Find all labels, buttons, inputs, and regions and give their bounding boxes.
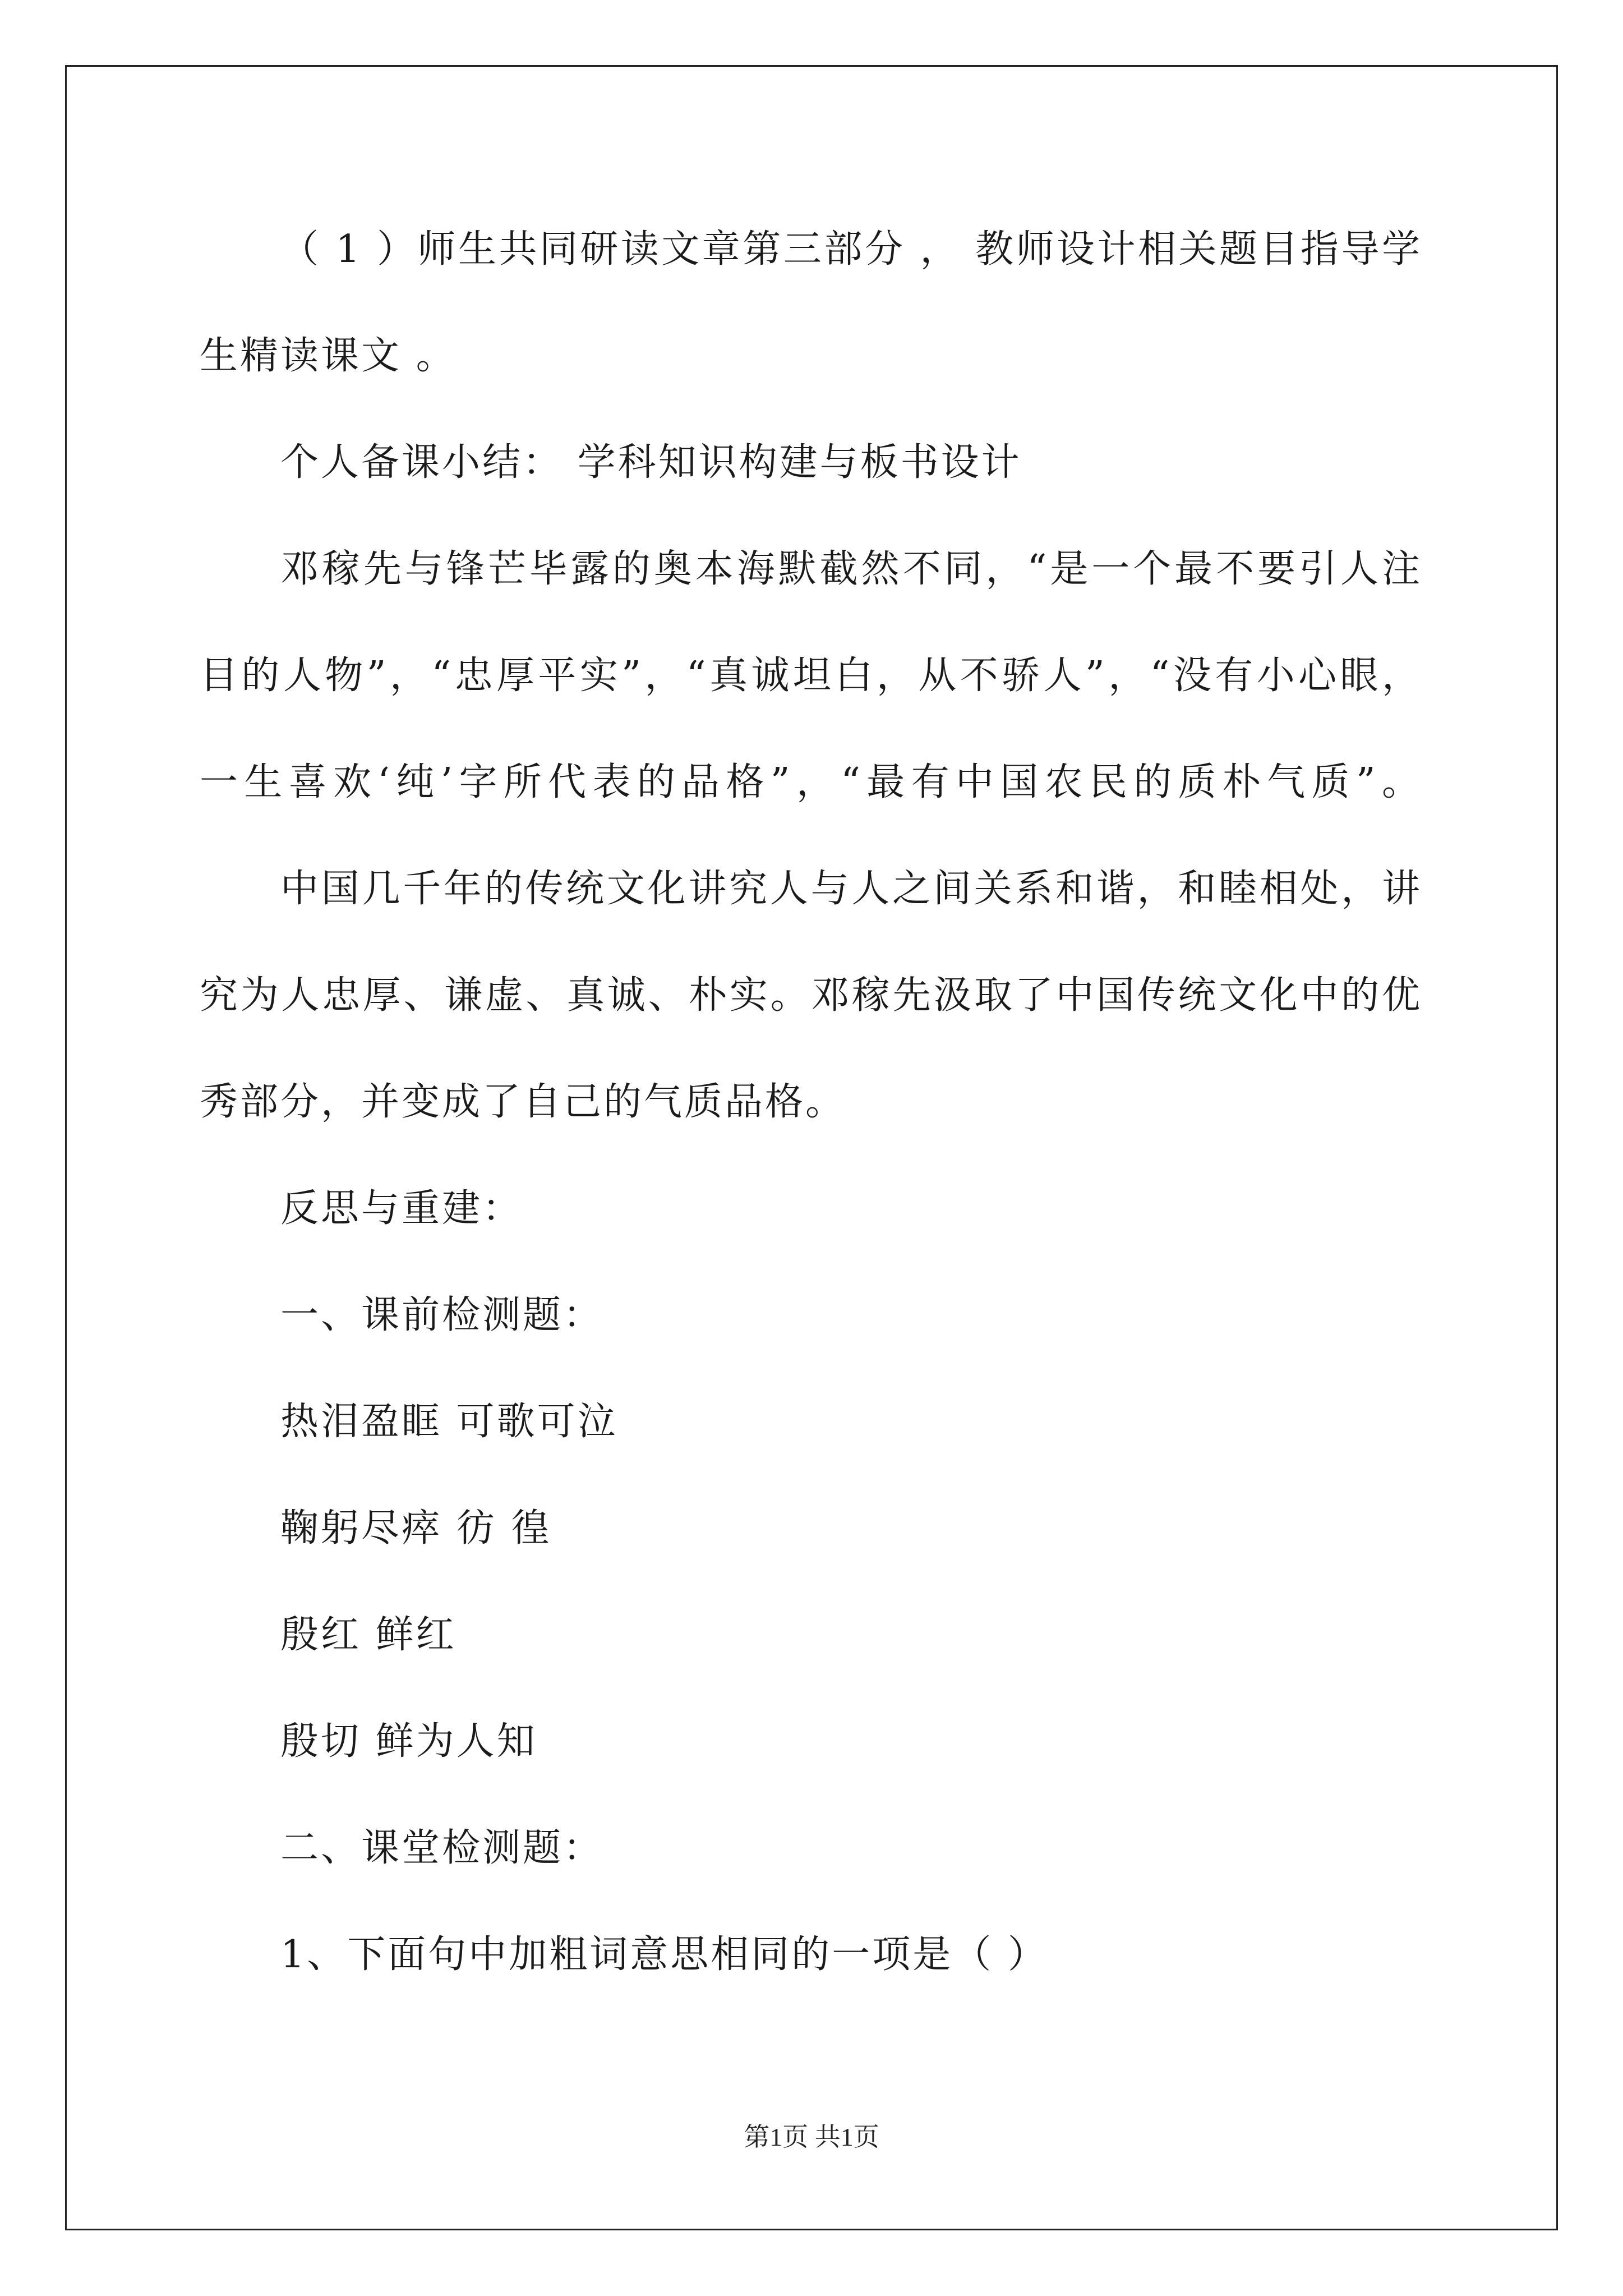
section-heading: 二、课堂检测题： bbox=[280, 1826, 604, 1870]
vocabulary-line: 殷红 鲜红 bbox=[280, 1613, 457, 1657]
paragraph-line: 究为人忠厚、谦虚、真诚、朴实。邓稼先汲取了中国传统文化中的优 bbox=[200, 973, 1422, 1018]
paragraph-line: 一生喜欢‘纯’字所代表的品格”，“最有中国农民的质朴气质”。 bbox=[200, 760, 1422, 804]
paragraph-line: 目的人物”，“忠厚平实”，“真诚坦白，从不骄人”，“没有小心眼， bbox=[200, 654, 1422, 698]
paragraph-line: 邓稼先与锋芒毕露的奥本海默截然不同，“是一个最不要引人注 bbox=[280, 547, 1422, 591]
page-border bbox=[65, 65, 1558, 2230]
question-line: 1、下面句中加粗词意思相同的一项是（ ） bbox=[280, 1932, 1048, 1977]
section-heading: 一、课前检测题： bbox=[280, 1293, 604, 1337]
page-footer: 第1页 共1页 bbox=[744, 2123, 879, 2151]
vocabulary-line: 鞠躬尽瘁 彷 徨 bbox=[280, 1506, 552, 1550]
vocabulary-line: 热泪盈眶 可歌可泣 bbox=[280, 1400, 618, 1444]
section-heading: 反思与重建： bbox=[280, 1186, 523, 1231]
vocabulary-line: 殷切 鲜为人知 bbox=[280, 1719, 537, 1764]
paragraph-line: 中国几千年的传统文化讲究人与人之间关系和谐，和睦相处，讲 bbox=[280, 867, 1422, 911]
paragraph-line: （ 1 ）师生共同研读文章第三部分 ， 教师设计相关题目指导学 bbox=[280, 227, 1422, 272]
paragraph-line: 秀部分，并变成了自己的气质品格。 bbox=[200, 1080, 846, 1124]
paragraph-line: 个人备课小结： 学科知识构建与板书设计 bbox=[280, 440, 1022, 485]
paragraph-line: 生精读课文 。 bbox=[200, 334, 457, 378]
